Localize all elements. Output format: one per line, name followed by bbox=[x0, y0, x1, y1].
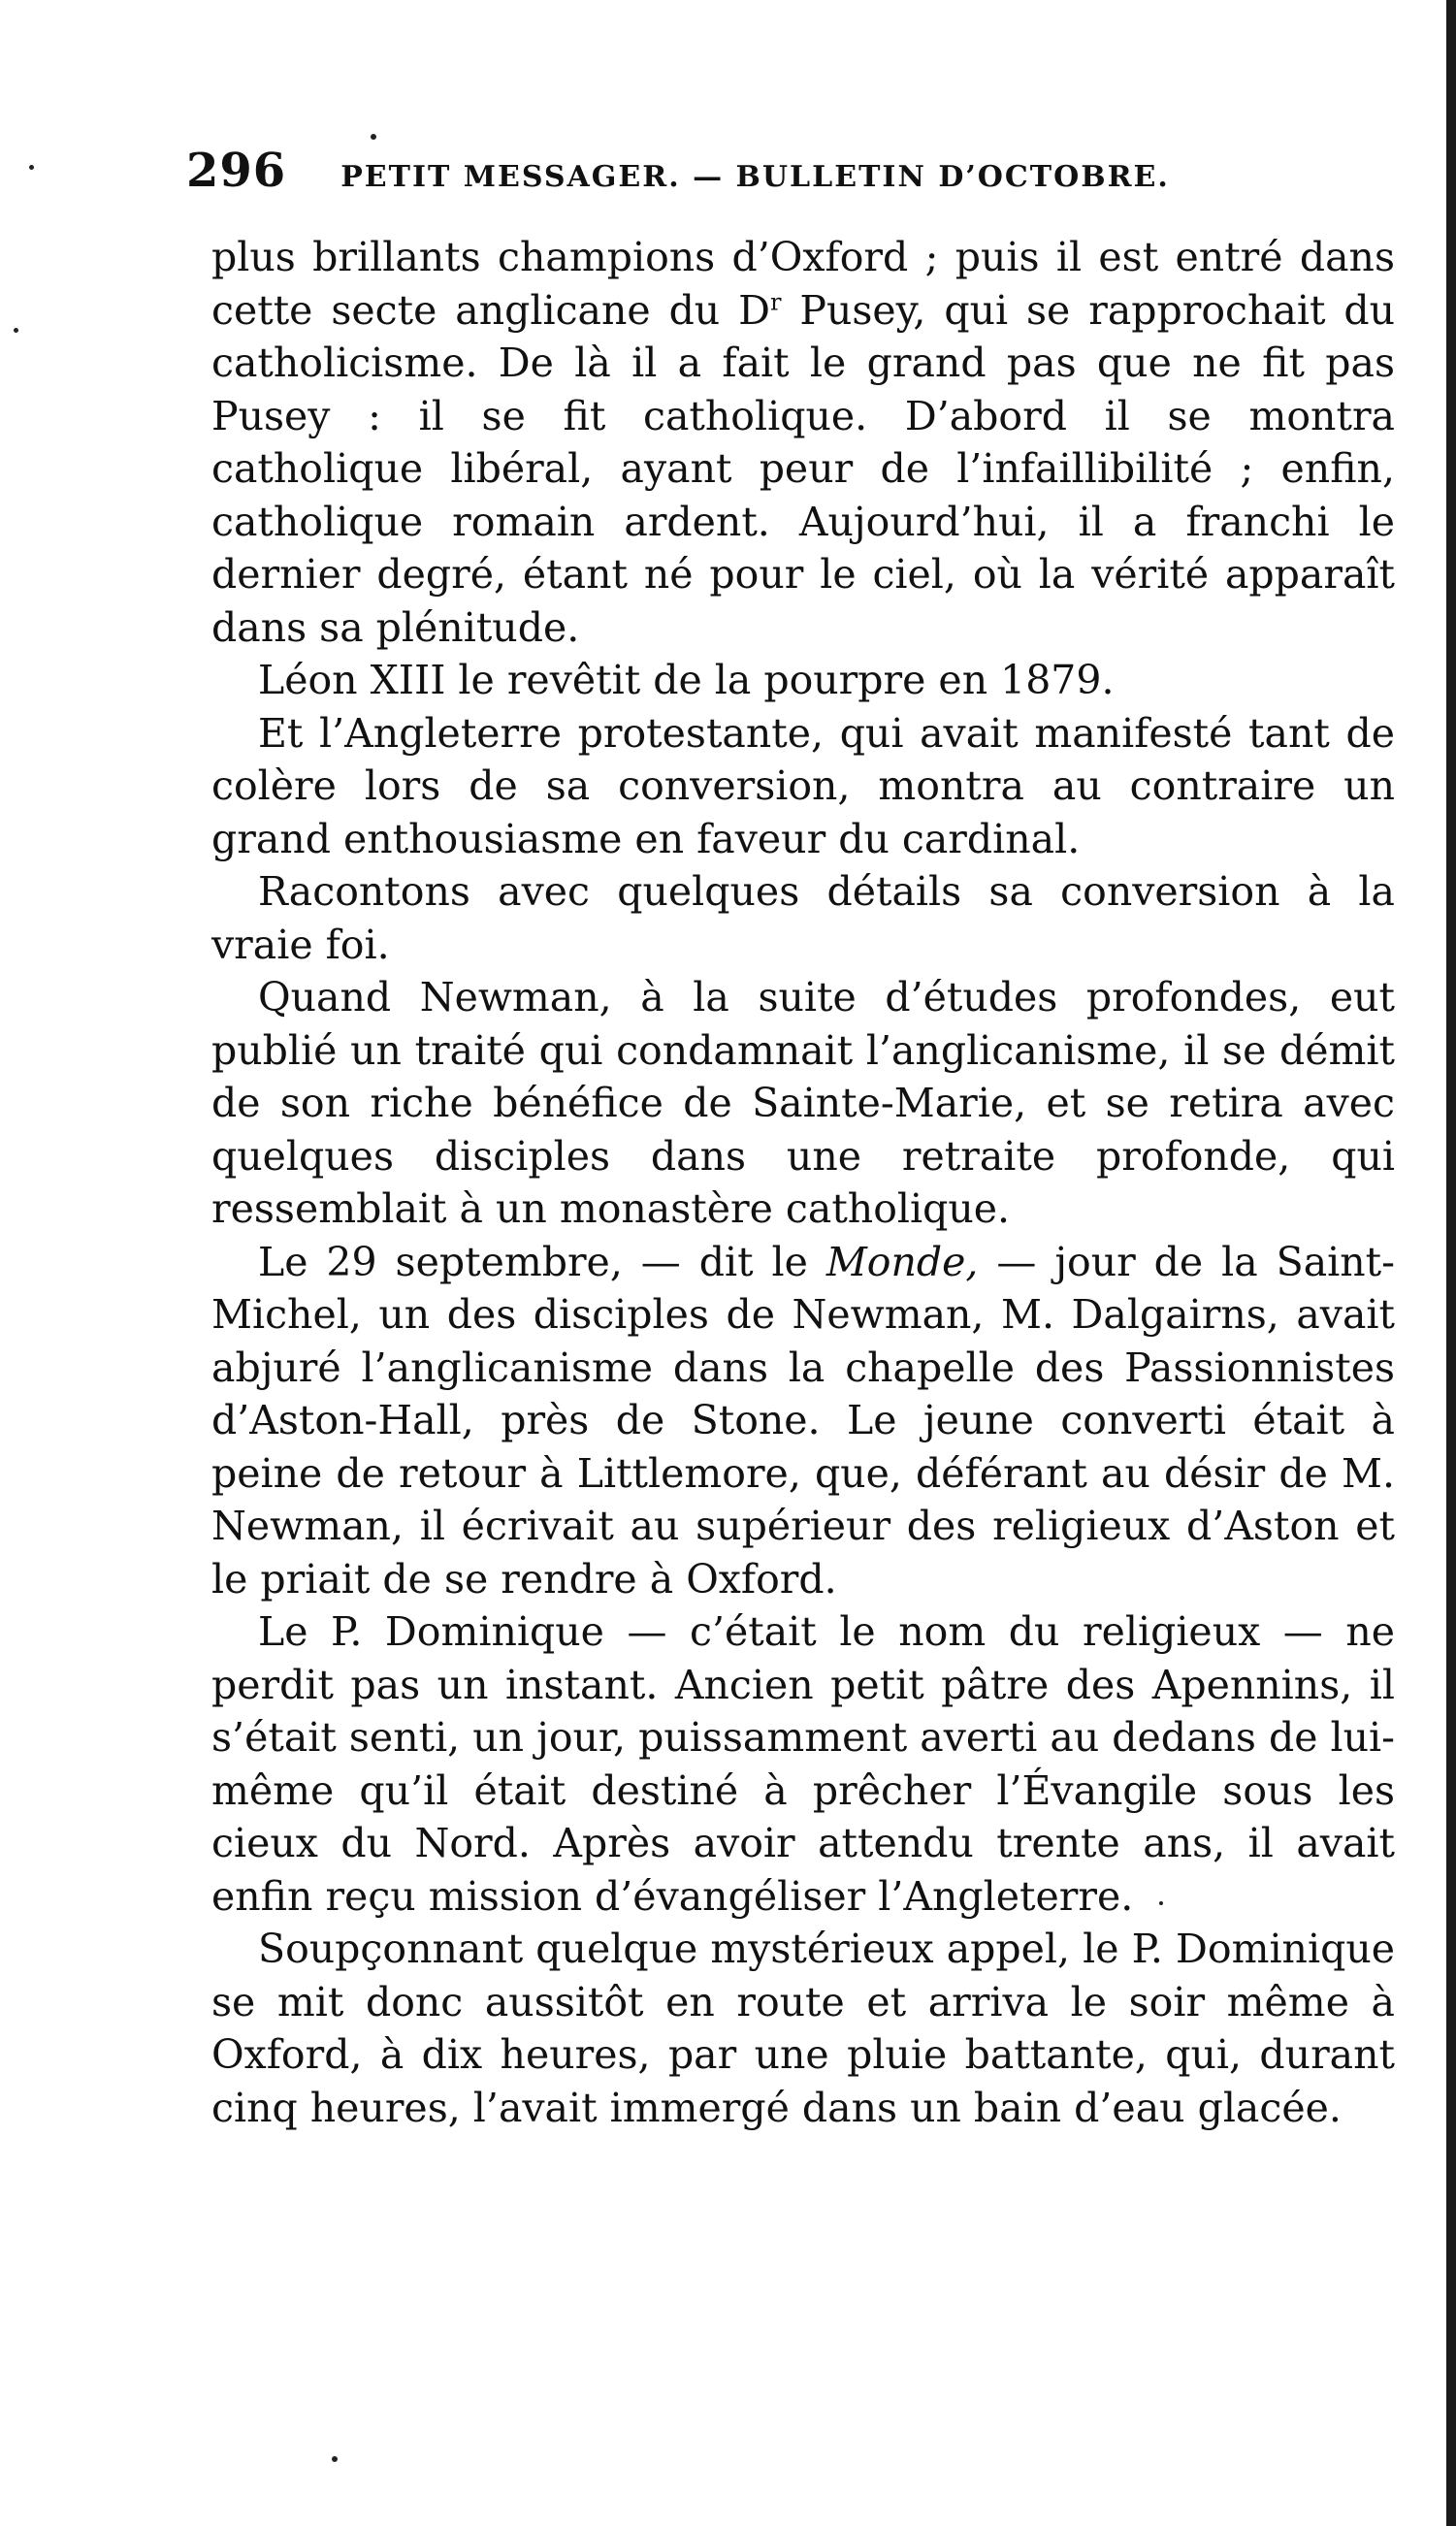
paragraph-text: Racontons avec quelques détails sa conversion à la vraie foi. bbox=[211, 868, 1395, 968]
print-speck bbox=[29, 165, 34, 170]
paragraph bbox=[211, 1236, 1395, 1606]
paragraph bbox=[211, 1923, 1395, 2134]
paragraph bbox=[211, 654, 1395, 707]
print-speck bbox=[371, 134, 376, 140]
paragraph-text: plus brillants champions d’Oxford ; puis il est entré dans cette secte anglicane du D bbox=[211, 234, 1395, 334]
italic-title: Monde, bbox=[825, 1238, 979, 1285]
superscript: r bbox=[770, 287, 782, 315]
paragraph-text: Léon XIII le revêtit de la pourpre en 1879. bbox=[258, 657, 1115, 703]
paragraph-text: Le P. Dominique — c’était le nom du religieux — ne perdit pas un instant. Ancien petit pâtre des Apennins, il s’était senti, un jour, puissamment averti au dedans de lui-même qu’il était destiné à prêcher l’Évangile sous les cieux du Nord. Après avoir attendu trente ans, il avait enfin reçu mission d’évangéliser l’Angleterre. bbox=[211, 1608, 1395, 1920]
paragraph bbox=[211, 1605, 1395, 1923]
paragraph-text: Le 29 septembre, — dit le bbox=[258, 1238, 826, 1285]
page-edge-shadow bbox=[1446, 0, 1456, 2526]
print-speck bbox=[14, 328, 18, 333]
running-head: PETIT MESSAGER. — BULLETIN D’OCTOBRE. bbox=[340, 160, 1170, 194]
print-speck bbox=[332, 2456, 338, 2462]
body-text bbox=[211, 231, 1395, 2134]
paragraph bbox=[211, 707, 1395, 866]
page-header bbox=[186, 144, 1253, 202]
paragraph bbox=[211, 865, 1395, 971]
paragraph-text: — jour de la Saint-Michel, un des disciples de Newman, M. Dalgairns, avait abjuré l’anglicanisme dans la chapelle des Passionnistes d’Aston-Hall, près de Stone. Le jeune converti était à peine de retour à Littlemore, que, déférant au désir de M. Newman, il écrivait au supérieur des religieux d’Aston et le priait de se rendre à Oxford. bbox=[211, 1238, 1395, 1603]
paragraph bbox=[211, 231, 1395, 654]
paragraph bbox=[211, 971, 1395, 1236]
page-number: 296 bbox=[186, 144, 287, 198]
paragraph-text: Pusey, qui se rapprochait du catholicisme. De là il a fait le grand pas que ne fit pas Pusey : il se fit catholique. D’abord il se montra catholique libéral, ayant peur de l’infaillibilité ; enfin, catholique romain ardent. Aujourd’hui, il a franchi le dernier degré, étant né pour le ciel, où la vérité apparaît dans sa plénitude. bbox=[211, 286, 1395, 651]
paragraph-text: Quand Newman, à la suite d’études profondes, eut publié un traité qui condamnait l’anglicanisme, il se démit de son riche bénéfice de Sainte-Marie, et se retira avec quelques disciples dans une retraite profonde, qui ressemblait à un monastère catholique. bbox=[211, 974, 1395, 1232]
paragraph-text: Soupçonnant quelque mystérieux appel, le P. Dominique se mit donc aussitôt en route et arriva le soir même à Oxford, à dix heures, par une pluie battante, qui, durant cinq heures, l’avait immergé dans un bain d’eau glacée. bbox=[211, 1926, 1395, 2131]
paragraph-text: Et l’Angleterre protestante, qui avait manifesté tant de colère lors de sa conversion, montra au contraire un grand enthousiasme en faveur du cardinal. bbox=[211, 709, 1395, 862]
